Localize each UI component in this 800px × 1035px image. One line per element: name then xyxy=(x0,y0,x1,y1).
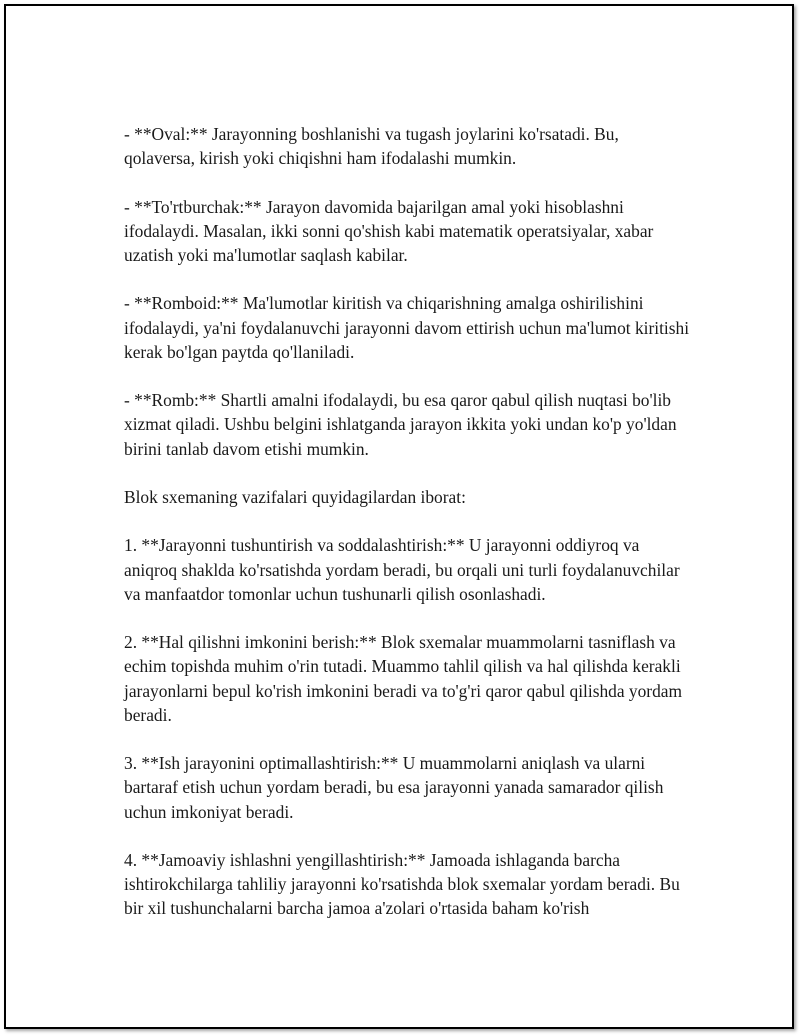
paragraph-parallelogram: - **Romboid:** Ma'lumotlar kiritish va chiqarishning amalga oshirilishini ifodalaydi, ya'ni foydalanuvchi jarayonni davom ettirish uchun ma'lumot kiritishi kerak bo'lgan paytda qo'llaniladi. xyxy=(124,293,690,362)
paragraph-function-3: 3. **Ish jarayonini optimallashtirish:** U muammolarni aniqlash va ularni bartaraf etish uchun yordam beradi, bu esa jarayonni yanada samarador qilish uchun imkoniyat beradi. xyxy=(124,753,664,822)
paragraph-function-2: 2. **Hal qilishni imkonini berish:** Blok sxemalar muammolarni tasniflash va echim topishda muhim o'rin tutadi. Muammo tahlil qilish va hal qilishda kerakli jarayonlarni bepul ko'rish imkonini beradi va to'g'ri qaror qabul qilishda yordam beradi. xyxy=(124,632,683,725)
paragraph-rectangle: - **To'rtburchak:** Jarayon davomida bajarilgan amal yoki hisoblashni ifodalaydi. Masalan, ikki sonni qo'shish kabi matematik operatsiyalar, xabar uzatish yoki ma'lumotlar saqlash kabilar. xyxy=(124,196,654,265)
paragraph-oval: - **Oval:** Jarayonning boshlanishi va tugash joylarini ko'rsatadi. Bu, qolaversa, kirish yoki chiqishni ham ifodalashi mumkin. xyxy=(124,124,619,169)
paragraph-functions-intro: Blok sxemaning vazifalari quyidagilardan iborat: xyxy=(124,486,466,507)
paragraph-function-4: 4. **Jamoaviy ishlashni yengillashtirish:** Jamoada ishlaganda barcha ishtirokchilarga tahliliy jarayonni ko'rsatishda blok sxemalar yordam beradi. Bu bir xil tushunchalarni barcha jamoa a'zolari o'rtasida baham ko'rish xyxy=(124,849,680,919)
paragraph-rhombus: - **Romb:** Shartli amalni ifodalaydi, bu esa qaror qabul qilish nuqtasi bo'lib xizmat qiladi. Ushbu belgini ishlatganda jarayon ikkita yoki undan ko'p yo'ldan birini tanlab davom etishi mumkin. xyxy=(124,390,677,459)
paragraph-function-1: 1. **Jarayonni tushuntirish va soddalashtirish:** U jarayonni oddiyroq va aniqroq shaklda ko'rsatishda yordam beradi, bu orqali uni turli foydalanuvchilar va manfaatdor tomonlar uchun tushunarli qilish osonlashadi. xyxy=(124,535,680,604)
document-body xyxy=(124,122,694,945)
document-page xyxy=(4,4,794,1029)
